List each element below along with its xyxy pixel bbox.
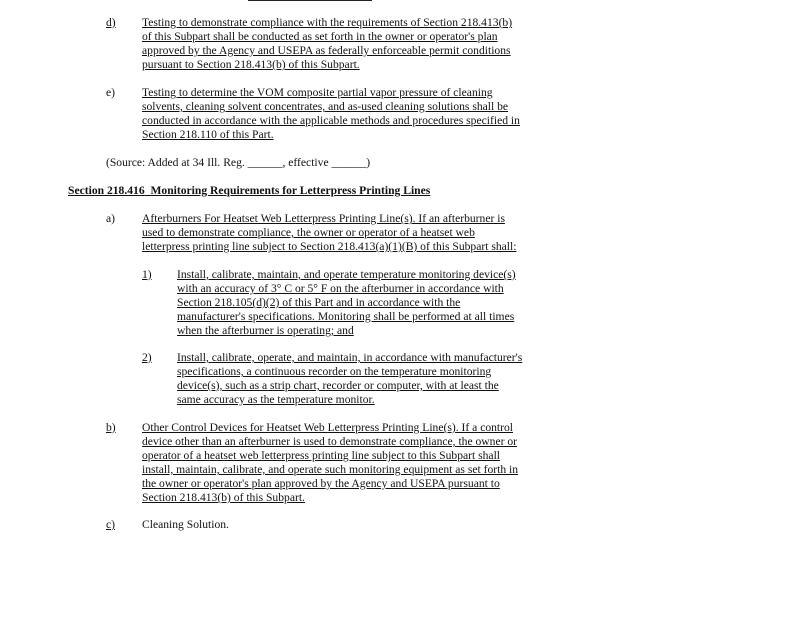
text-line: pursuant to Section 218.413(b) of this Subpart. [142,58,360,71]
subsection-c-title: Cleaning Solution. [142,518,229,531]
text-line: Install, calibrate, operate, and maintain, in accordance with manufacturer's [177,351,523,364]
subsection-b-text [142,421,518,505]
item-e-label: e) [106,86,116,99]
section-title: Monitoring Requirements for Letterpress Printing Lines [150,184,431,197]
text-line: solvents, cleaning solvent concentrates, and as-used cleaning solutions shall be [142,100,509,113]
section-heading [68,184,430,198]
top-rule [248,0,372,1]
subsection-c-label: c) [106,518,116,531]
text-line: approved by the Agency and USEPA as federally enforceable permit conditions [142,44,511,57]
text-line: the owner or operator's plan approved by the Agency and USEPA pursuant to [142,477,500,490]
text-line: Section 218.413(b) of this Subpart. [142,491,305,504]
text-line: Testing to demonstrate compliance with the requirements of Section 218.413(b) [142,16,513,29]
subsection-a1-text [177,268,516,338]
text-line: same accuracy as the temperature monitor. [177,393,375,406]
text-line: conducted in accordance with the applicable methods and procedures specified in [142,114,520,127]
text-line: of this Subpart shall be conducted as set forth in the owner or operator's plan [142,30,498,43]
text-line: Install, calibrate, maintain, and operate temperature monitoring device(s) [177,268,516,281]
text-line: operator of a heatset web letterpress printing line subject to this Subpart shall [142,449,501,462]
text-line: when the afterburner is operating; and [177,324,354,337]
text-line: Testing to determine the VOM composite partial vapor pressure of cleaning [142,86,493,99]
item-d-text [142,16,512,72]
text-line: Section 218.110 of this Part. [142,128,274,141]
text-line: Afterburners For Heatset Web Letterpress Printing Line(s). If an afterburner is [142,212,505,225]
text-line: letterpress printing line subject to Section 218.413(a)(1)(B) of this Subpart shall: [142,240,517,253]
text-line: with an accuracy of 3° C or 5° F on the afterburner in accordance with [177,282,504,295]
subsection-a2-text [177,351,522,407]
text-line: manufacturer's specifications. Monitoring shall be performed at all times [177,310,515,323]
item-e-text [142,86,520,142]
text-line: Section 218.105(d)(2) of this Part and in accordance with the [177,296,461,309]
subsection-a1-label: 1) [142,268,152,281]
subsection-a2-label: 2) [142,351,152,364]
subsection-a-label: a) [106,212,116,225]
text-line: device(s), such as a strip chart, recorder or computer, with at least the [177,379,499,392]
text-line: used to demonstrate compliance, the owner or operator of a heatset web [142,226,475,239]
subsection-b-label: b) [106,421,116,434]
source-note: (Source: Added at 34 Ill. Reg. ______, effective ______) [106,156,371,169]
subsection-a-text [142,212,516,254]
text-line: device other than an afterburner is used to demonstrate compliance, the owner or [142,435,518,448]
text-line: specifications, a continuous recorder on the temperature monitoring [177,365,492,378]
item-d-label: d) [106,16,116,29]
text-line: install, maintain, calibrate, and operate such monitoring equipment as set forth in [142,463,519,476]
section-number: Section 218.416 [68,184,145,197]
text-line: Other Control Devices for Heatset Web Letterpress Printing Line(s). If a control [142,421,514,434]
